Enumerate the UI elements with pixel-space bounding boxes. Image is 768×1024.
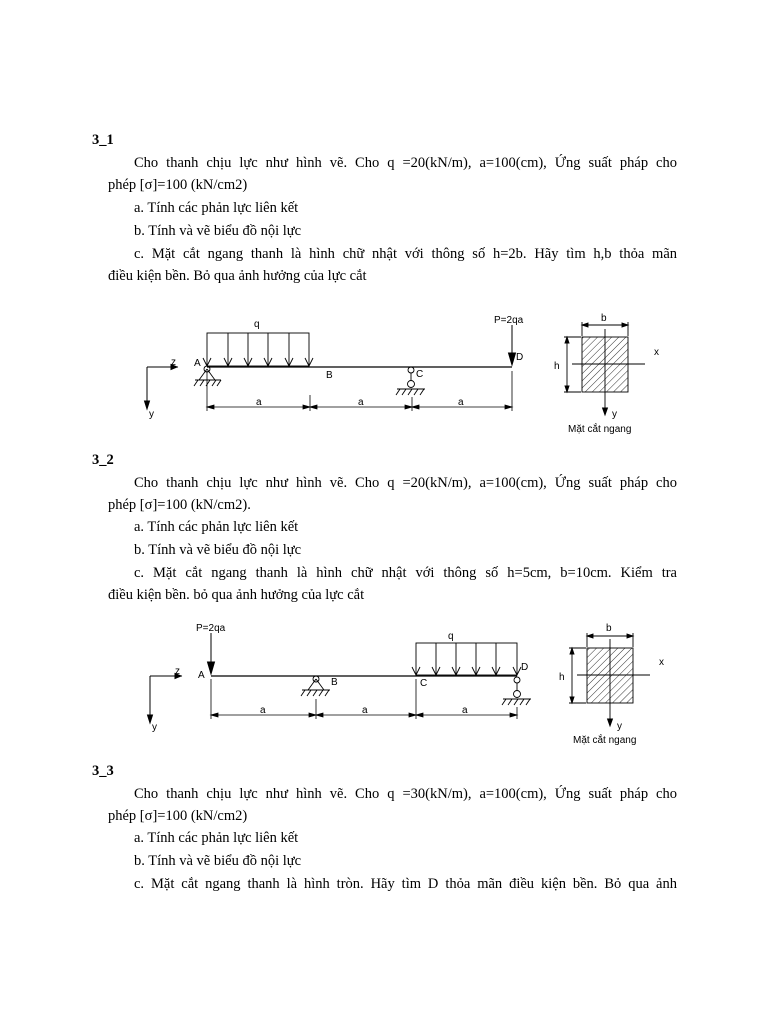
load-p-label: P=2qa [196, 623, 226, 634]
axis-y-label: y [152, 722, 157, 733]
section-b-label: b [606, 623, 612, 634]
point-d-label: D [521, 662, 529, 673]
section-x-label: x [659, 657, 664, 668]
problem-3-2-beam-diagram [0, 615, 768, 750]
problem-3-2-item-b: b. Tính và vẽ biểu đồ nội lực [134, 542, 302, 558]
cross-section [564, 322, 645, 415]
problem-3-1-item-b: b. Tính và vẽ biểu đồ nội lực [134, 223, 302, 239]
distributed-load-q [412, 643, 521, 675]
roller-support-d [502, 677, 531, 705]
segment-1-label: a [260, 705, 266, 716]
problem-3-2-item-c-line1: c. Mặt cắt ngang thanh là hình chữ nhật với thông số h=5cm, b=10cm. Kiểm tra [134, 565, 677, 581]
load-q-label: q [448, 631, 454, 642]
point-a-label: A [198, 670, 205, 681]
section-caption: Mặt cắt ngang [568, 424, 632, 435]
point-a-label: A [194, 358, 201, 369]
section-h-label: h [554, 361, 560, 372]
problem-3-1-beam-diagram [0, 305, 768, 440]
axis-y-label: y [149, 409, 154, 420]
problem-3-1-item-c-line1: c. Mặt cắt ngang thanh là hình chữ nhật với thông số h=2b. Hãy tìm h,b thỏa mãn [134, 246, 677, 262]
cross-section [569, 633, 650, 726]
axis-z-label: z [171, 357, 176, 368]
segment-3-label: a [462, 705, 468, 716]
load-q-label: q [254, 319, 260, 330]
segment-2-label: a [362, 705, 368, 716]
problem-3-3-heading: 3_3 [92, 763, 114, 779]
axes [148, 674, 183, 724]
point-c-label: C [420, 678, 428, 689]
problem-3-2-text-line1: Cho thanh chịu lực như hình vẽ. Cho q =20(kN/m), a=100(cm), Ứng suất pháp cho [134, 475, 677, 491]
load-p-label: P=2qa [494, 315, 524, 326]
problem-3-2-text-line2: phép [σ]=100 (kN/cm2). [108, 497, 251, 513]
point-load-p [208, 633, 215, 674]
problem-3-3-text-line2: phép [σ]=100 (kN/cm2) [108, 808, 248, 824]
problem-3-2-item-a: a. Tính các phản lực liên kết [134, 519, 299, 535]
problem-3-1-item-c-line2: điều kiện bền. Bỏ qua ảnh hưởng của lực cắt [108, 268, 367, 284]
problem-3-3-item-a: a. Tính các phản lực liên kết [134, 830, 299, 846]
section-y-label: y [617, 721, 622, 732]
problem-3-1-text-line1: Cho thanh chịu lực như hình vẽ. Cho q =20(kN/m), a=100(cm), Ứng suất pháp cho [134, 155, 677, 171]
problem-3-1-text-line2: phép [σ]=100 (kN/cm2) [108, 177, 248, 193]
point-load-p [509, 325, 516, 365]
problem-3-2-heading: 3_2 [92, 452, 114, 468]
axes [145, 365, 179, 410]
pin-support-b [301, 676, 330, 696]
section-h-label: h [559, 672, 565, 683]
segment-2-label: a [358, 397, 364, 408]
problem-3-3-item-b: b. Tính và vẽ biểu đồ nội lực [134, 853, 302, 869]
problem-3-2-item-c-line2: điều kiện bền. bỏ qua ảnh hưởng của lực cắt [108, 587, 365, 603]
problem-3-3-item-c-line1: c. Mặt cắt ngang thanh là hình tròn. Hãy tìm D thỏa mãn điều kiện bền. Bỏ qua ảnh [134, 876, 677, 892]
point-b-label: B [326, 370, 333, 381]
segment-3-label: a [458, 397, 464, 408]
axis-z-label: z [175, 666, 180, 677]
point-b-label: B [331, 677, 338, 688]
problem-3-1-heading: 3_1 [92, 132, 114, 148]
problem-3-1-item-a: a. Tính các phản lực liên kết [134, 200, 299, 216]
distributed-load-q [203, 333, 313, 366]
point-c-label: C [416, 369, 424, 380]
section-b-label: b [601, 313, 607, 324]
section-x-label: x [654, 347, 659, 358]
segment-1-label: a [256, 397, 262, 408]
section-caption: Mặt cắt ngang [573, 735, 637, 746]
point-d-label: D [516, 352, 524, 363]
problem-3-3-text-line1: Cho thanh chịu lực như hình vẽ. Cho q =30(kN/m), a=100(cm), Ứng suất pháp cho [134, 786, 677, 802]
pin-support-a [194, 366, 221, 386]
section-y-label: y [612, 409, 617, 420]
